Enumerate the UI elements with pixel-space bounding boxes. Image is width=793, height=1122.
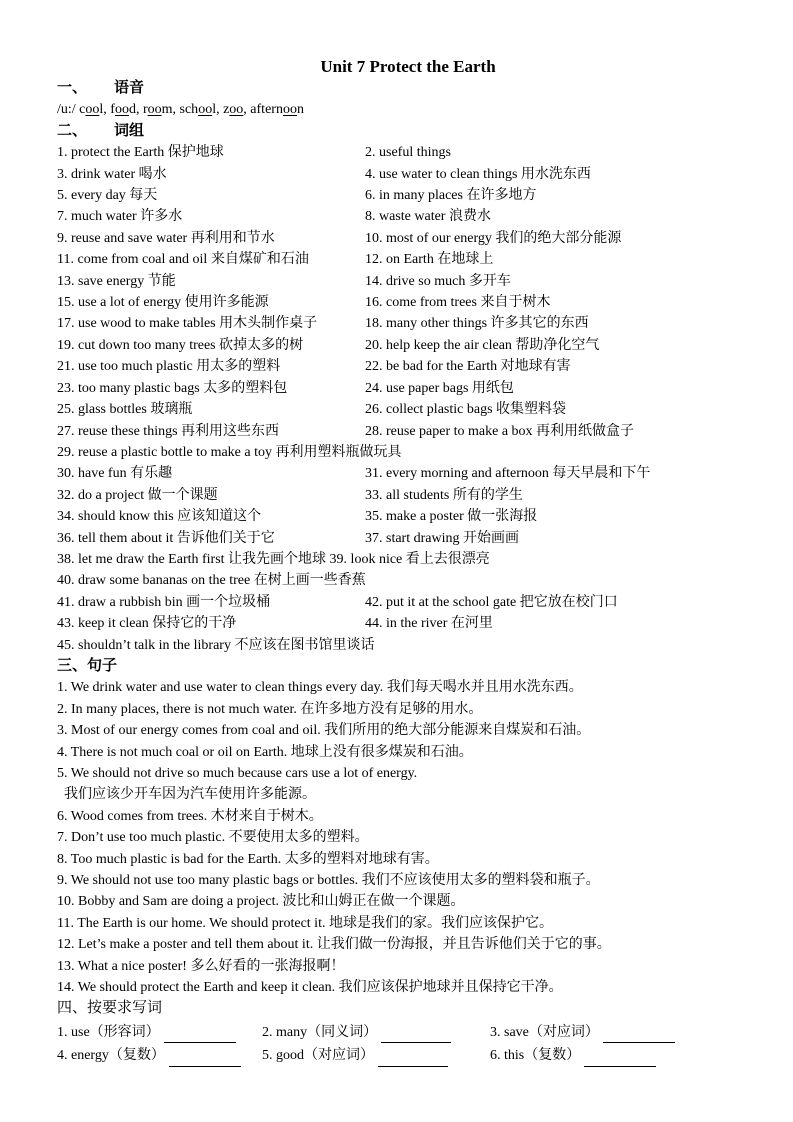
phrase-item: 11. come from coal and oil 来自煤矿和石油 — [57, 252, 309, 268]
phonetic-symbol: /u:/ — [57, 102, 76, 118]
exercise-prompt: 4. energy（复数） — [57, 1048, 165, 1064]
phrase-item: 3. drink water 喝水 — [57, 166, 167, 182]
phonetic-word-list — [79, 102, 304, 117]
phrase-item: 23. too many plastic bags 太多的塑料包 — [57, 380, 288, 396]
phrase-item: 38. let me draw the Earth first 让我先画个地球 39. look nice 看上去很漂亮 — [57, 551, 490, 567]
answer-blank[interactable] — [603, 1027, 675, 1043]
section-phrases-heading — [57, 121, 737, 142]
section-title: 语音 — [114, 80, 145, 96]
sentence-list — [57, 677, 737, 998]
phrase-item: 21. use too much plastic 用太多的塑料 — [57, 359, 281, 375]
exercise-prompt: 2. many（同义词） — [262, 1024, 378, 1040]
sentence-line: 4. There is not much coal or oil on Earth. 地球上没有很多煤炭和石油。 — [57, 744, 473, 760]
phrase-row — [57, 463, 737, 484]
phrase-row — [57, 142, 737, 163]
phrase-item: 17. use wood to make tables 用木头制作桌子 — [57, 316, 318, 332]
phrase-item: 32. do a project 做一个课题 — [57, 487, 218, 503]
exercise-item — [262, 1022, 490, 1043]
phrase-item: 29. reuse a plastic bottle to make a toy 再利用塑料瓶做玩具 — [57, 444, 402, 460]
section-title: 词组 — [114, 122, 145, 139]
phrase-item: 30. have fun 有乐趣 — [57, 466, 173, 482]
section-number: 二、 — [57, 122, 88, 139]
phrase-row — [57, 485, 737, 506]
phrase-row — [57, 313, 737, 334]
phrase-row — [57, 356, 737, 377]
phonetic-word: food, — [110, 102, 140, 118]
phrase-item: 2. useful things — [365, 145, 451, 161]
phrase-row — [57, 635, 737, 656]
sentence-line: 8. Too much plastic is bad for the Earth. 太多的塑料对地球有害。 — [57, 851, 439, 867]
phrase-item: 25. glass bottles 玻璃瓶 — [57, 402, 193, 418]
answer-blank[interactable] — [381, 1027, 451, 1043]
phrase-row — [57, 549, 737, 570]
document-title: Unit 7 Protect the Earth — [320, 57, 496, 76]
phrase-item: 34. should know this 应该知道这个 — [57, 509, 262, 525]
phrase-item: 1. protect the Earth 保护地球 — [57, 145, 224, 161]
phrase-row — [57, 228, 737, 249]
phrase-item: 7. much water 许多水 — [57, 209, 183, 225]
phrase-item: 9. reuse and save water 再利用和节水 — [57, 230, 275, 246]
phrase-row — [57, 421, 737, 442]
exercise-row — [57, 1022, 737, 1043]
phrase-item: 44. in the river 在河里 — [365, 616, 493, 632]
phrase-item: 20. help keep the air clean 帮助净化空气 — [365, 337, 600, 353]
phrase-item: 22. be bad for the Earth 对地球有害 — [365, 359, 571, 375]
phrase-item: 37. start drawing 开始画画 — [365, 530, 519, 546]
phrase-item: 19. cut down too many trees 砍掉太多的树 — [57, 337, 304, 353]
phrase-item: 10. most of our energy 我们的绝大部分能源 — [365, 230, 622, 246]
section-number: 一、 — [57, 80, 88, 96]
phrase-list — [57, 142, 737, 656]
phrase-item: 40. draw some bananas on the tree 在树上画一些香蕉 — [57, 573, 366, 589]
answer-blank[interactable] — [584, 1051, 656, 1067]
phonetic-word: zoo, — [223, 102, 247, 118]
phrase-row — [57, 271, 737, 292]
phrase-row — [57, 249, 737, 270]
exercise-prompt: 3. save（对应词） — [490, 1024, 599, 1040]
phrase-row — [57, 185, 737, 206]
exercise-prompt: 1. use（形容词） — [57, 1024, 160, 1040]
sentence-line: 11. The Earth is our home. We should protect it. 地球是我们的家。我们应该保护它。 — [57, 915, 553, 931]
exercise-item — [490, 1022, 690, 1043]
sentence-line: 我们应该少开车因为汽车使用许多能源。 — [64, 787, 316, 803]
phrase-item: 43. keep it clean 保持它的干净 — [57, 616, 237, 632]
answer-blank[interactable] — [164, 1027, 236, 1043]
phrase-item: 36. tell them about it 告诉他们关于它 — [57, 530, 275, 546]
exercise-prompt: 6. this（复数） — [490, 1048, 581, 1064]
phrase-row — [57, 164, 737, 185]
phrase-item: 35. make a poster 做一张海报 — [365, 509, 538, 525]
phrase-item: 16. come from trees 来自于树木 — [365, 295, 551, 311]
phrase-item: 18. many other things 许多其它的东西 — [365, 316, 589, 332]
phonetics-line — [57, 99, 737, 120]
phrase-item: 41. draw a rubbish bin 画一个垃圾桶 — [57, 594, 271, 610]
sentence-line: 12. Let’s make a poster and tell them about it. 让我们做一份海报，并且告诉他们关于它的事。 — [57, 937, 611, 953]
phrase-item: 42. put it at the school gate 把它放在校门口 — [365, 594, 618, 610]
sentence-line: 13. What a nice poster! 多么好看的一张海报啊！ — [57, 958, 345, 974]
phrase-item: 26. collect plastic bags 收集塑料袋 — [365, 402, 567, 418]
section-sentences-heading: 三、句子 — [57, 657, 118, 674]
phrase-row — [57, 292, 737, 313]
phrase-item: 12. on Earth 在地球上 — [365, 252, 494, 268]
sentence-line: 2. In many places, there is not much water. 在许多地方没有足够的用水。 — [57, 701, 483, 717]
phrase-item: 15. use a lot of energy 使用许多能源 — [57, 295, 269, 311]
sentence-line: 7. Don’t use too much plastic. 不要使用太多的塑料。 — [57, 830, 369, 846]
answer-blank[interactable] — [169, 1051, 241, 1067]
answer-blank[interactable] — [378, 1051, 448, 1067]
section-exercise-heading: 四、按要求写词 — [57, 1000, 163, 1017]
phonetic-word: afternoon — [250, 102, 304, 118]
exercise-prompt: 5. good（对应词） — [262, 1048, 374, 1064]
phrase-item: 6. in many places 在许多地方 — [365, 188, 537, 204]
phrase-row — [57, 442, 737, 463]
exercise-list — [57, 1022, 737, 1067]
phrase-row — [57, 592, 737, 613]
phrase-row — [57, 378, 737, 399]
phrase-item: 4. use water to clean things 用水洗东西 — [365, 166, 591, 182]
phrase-item: 28. reuse paper to make a box 再利用纸做盒子 — [365, 423, 635, 439]
sentence-line: 14. We should protect the Earth and keep it clean. 我们应该保护地球并且保持它干净。 — [57, 980, 563, 996]
exercise-row — [57, 1045, 737, 1066]
phrase-item: 31. every morning and afternoon 每天早晨和下午 — [365, 466, 651, 482]
phrase-item: 45. shouldn’t talk in the library 不应该在图书馆里谈话 — [57, 637, 375, 653]
phrase-row — [57, 506, 737, 527]
phrase-row — [57, 399, 737, 420]
phrase-item: 13. save energy 节能 — [57, 273, 176, 289]
phrase-item: 14. drive so much 多开车 — [365, 273, 511, 289]
document-page — [57, 56, 737, 1067]
phrase-item: 8. waste water 浪费水 — [365, 209, 491, 225]
phrase-item: 24. use paper bags 用纸包 — [365, 380, 514, 396]
phrase-item: 5. every day 每天 — [57, 188, 158, 204]
phonetic-word: room, — [142, 102, 177, 118]
sentence-line: 5. We should not drive so much because cars use a lot of energy. — [57, 766, 418, 781]
exercise-item — [57, 1045, 262, 1066]
phrase-row — [57, 206, 737, 227]
phonetic-word: school, — [179, 102, 220, 118]
sentence-line: 3. Most of our energy comes from coal and oil. 我们所用的绝大部分能源来自煤炭和石油。 — [57, 723, 591, 739]
phrase-row — [57, 613, 737, 634]
exercise-item — [57, 1022, 262, 1043]
phrase-row — [57, 570, 737, 591]
phonetic-word: cool, — [79, 102, 107, 118]
sentence-line: 9. We should not use too many plastic bags or bottles. 我们不应该使用太多的塑料袋和瓶子。 — [57, 873, 600, 889]
sentence-line: 10. Bobby and Sam are doing a project. 波比和山姆正在做一个课题。 — [57, 894, 465, 910]
phrase-item: 33. all students 所有的学生 — [365, 487, 523, 503]
sentence-line: 6. Wood comes from trees. 木材来自于树木。 — [57, 808, 323, 824]
exercise-item — [490, 1045, 690, 1066]
phrase-row — [57, 528, 737, 549]
exercise-item — [262, 1045, 490, 1066]
phrase-row — [57, 335, 737, 356]
section-phonetics-heading — [57, 78, 737, 99]
sentence-line: 1. We drink water and use water to clean things every day. 我们每天喝水并且用水洗东西。 — [57, 680, 583, 696]
phrase-item: 27. reuse these things 再利用这些东西 — [57, 423, 280, 439]
